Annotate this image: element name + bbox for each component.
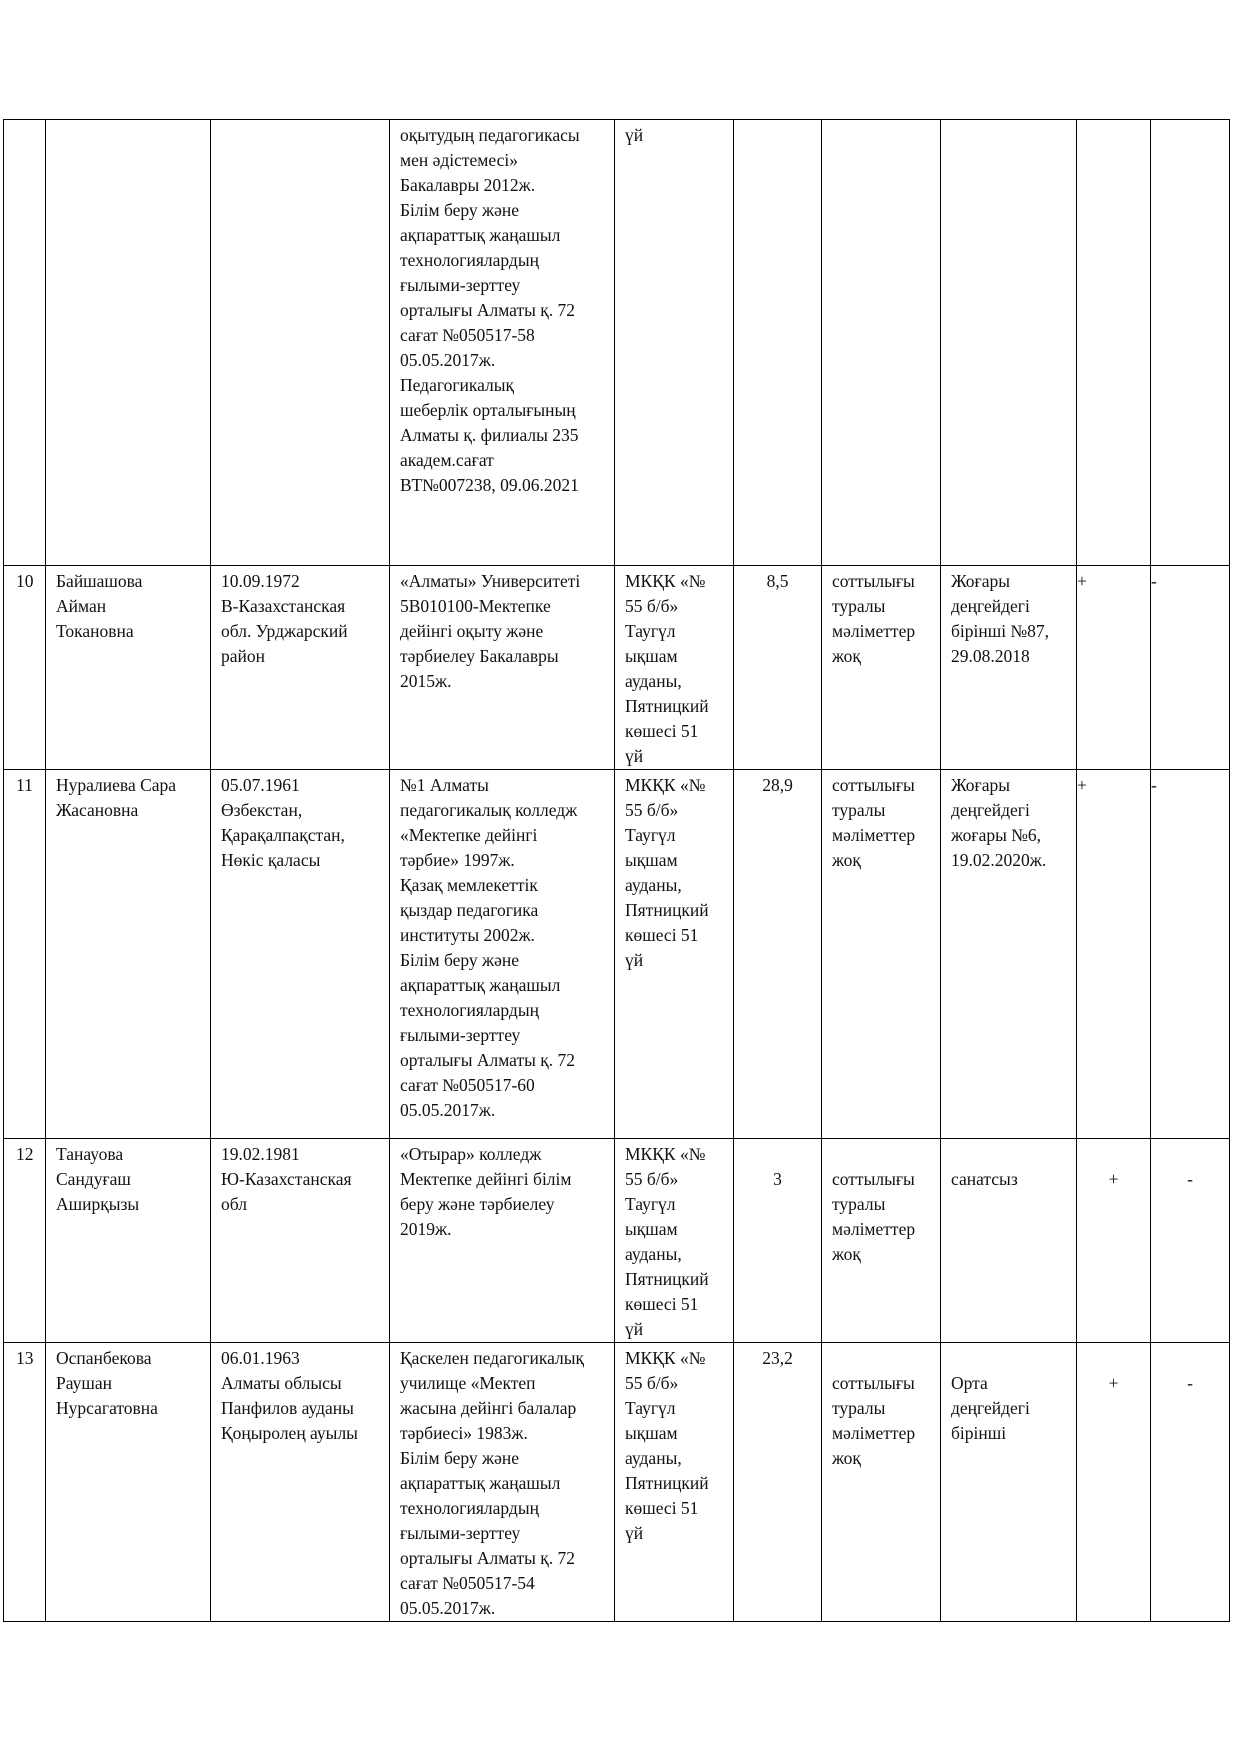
cell-line: орталығы Алматы қ. 72 [400,1548,576,1568]
education-cell [390,120,615,566]
minus-mark-cell: - [1151,1139,1230,1343]
cell-line: орталығы Алматы қ. 72 [400,1050,576,1070]
education-cell [390,566,615,770]
cell-line: үй [625,950,644,970]
cell-line: сағат №050517-58 [400,325,535,345]
cell-line: шеберлік орталығының [400,400,576,420]
education-cell [390,770,615,1139]
cell-line: мәліметтер [832,1423,916,1443]
cell-line: Педагогикалық [400,375,515,395]
cell-line: обл. Урджарский [221,621,348,641]
cell-line: Пятницкий [625,1473,709,1493]
cell-line: ғылыми-зерттеу [400,1523,521,1543]
cell-line: көшесі 51 [625,721,699,741]
cell-line: ақпараттық жаңашыл [400,975,561,995]
cell-line: 2015ж. [400,671,452,691]
birth-info-cell [211,770,390,1139]
cell-line: МКҚК «№ [625,1144,706,1164]
cell-line: мәліметтер [832,825,916,845]
category-cell [941,1343,1077,1622]
experience-cell: 28,9 [734,770,822,1139]
cell-line: технологиялардың [400,1000,539,1020]
workplace-cell [615,120,734,566]
cell-line: жасына дейінгі балалар [400,1398,577,1418]
cell-line: 19.02.1981 [221,1144,300,1164]
cell-line: академ.сағат [400,450,494,470]
cell-line: көшесі 51 [625,925,699,945]
cell-line: ауданы, [625,1448,682,1468]
cell-line: ықшам [625,1423,678,1443]
cell-line: Ю-Казахстанская [221,1169,352,1189]
cell-line: тәрбие» 1997ж. [400,850,515,870]
cell-line: ВТ№007238, 09.06.2021 [400,475,579,495]
cell-line: Пятницкий [625,900,709,920]
cell-line: 06.01.1963 [221,1348,300,1368]
cell-line: 05.07.1961 [221,775,300,795]
plus-mark-cell: + [1077,1139,1151,1343]
cell-line: технологиялардың [400,250,539,270]
plus-mark-cell: + [1077,566,1151,770]
table-row [4,1139,1230,1343]
cell-line: 05.05.2017ж. [400,1598,496,1618]
cell-line: Айман [56,596,107,616]
full-name-cell [46,1139,211,1343]
criminal-record-cell [822,1343,941,1622]
cell-line: үй [625,1523,644,1543]
minus-mark-cell: - [1151,566,1230,770]
cell-line: деңгейдегі [951,800,1030,820]
cell-line: МКҚК «№ [625,1348,706,1368]
cell-line: Байшашова [56,571,143,591]
cell-line: Қарақалпақстан, [221,825,345,845]
birth-info-cell [211,1139,390,1343]
category-cell [941,566,1077,770]
cell-line: Пятницкий [625,696,709,716]
cell-line: Нурсагатовна [56,1398,158,1418]
cell-line: 55 б/б» [625,1373,679,1393]
workplace-cell [615,1139,734,1343]
cell-line: беру және тәрбиелеу [400,1194,555,1214]
cell-line: МКҚК «№ [625,775,706,795]
cell-line: Қоңыролең ауылы [221,1423,358,1443]
cell-line: ақпараттық жаңашыл [400,225,561,245]
row-number-cell: 10 [4,566,46,770]
minus-mark-cell: - [1151,770,1230,1139]
cell-line: Раушан [56,1373,112,1393]
workplace-cell [615,1343,734,1622]
plus-mark-cell: + [1077,1343,1151,1622]
education-cell [390,1343,615,1622]
table-row [4,770,1230,1139]
cell-line: обл [221,1194,247,1214]
cell-line: қыздар педагогика [400,900,539,920]
birth-info-cell [211,120,390,566]
cell-line: мәліметтер [832,1219,916,1239]
table-row [4,1343,1230,1622]
cell-line: Аширқызы [56,1194,140,1214]
cell-line: соттылығы [832,1169,915,1189]
cell-line: мәліметтер [832,621,916,641]
cell-line: жоқ [832,646,861,666]
cell-line: туралы [832,596,886,616]
cell-line: туралы [832,1398,886,1418]
full-name-cell [46,566,211,770]
cell-line: Панфилов ауданы [221,1398,354,1418]
cell-line: сағат №050517-54 [400,1573,535,1593]
cell-line: район [221,646,265,666]
cell-line: Оспанбекова [56,1348,152,1368]
birth-info-cell [211,566,390,770]
cell-line: Жасановна [56,800,139,820]
criminal-record-cell [822,120,941,566]
staff-table [3,119,1230,1622]
cell-line: Жоғары [951,571,1010,591]
cell-line: ықшам [625,850,678,870]
experience-cell [734,120,822,566]
plus-mark-cell: + [1077,770,1151,1139]
cell-line: тәрбиесі» 1983ж. [400,1423,528,1443]
cell-line: Алматы қ. филиалы 235 [400,425,579,445]
cell-line: ықшам [625,646,678,666]
cell-line: Қаскелен педагогикалық [400,1348,585,1368]
cell-line: деңгейдегі [951,596,1030,616]
cell-line: Пятницкий [625,1269,709,1289]
cell-line: Бакалавры 2012ж. [400,175,536,195]
cell-line: «Мектепке дейінгі [400,825,538,845]
workplace-cell [615,566,734,770]
cell-line: 10.09.1972 [221,571,300,591]
cell-line: санатсыз [951,1169,1018,1189]
cell-line: «Отырар» колледж [400,1144,542,1164]
cell-line: ғылыми-зерттеу [400,275,521,295]
cell-line: 05.05.2017ж. [400,350,496,370]
workplace-cell [615,770,734,1139]
cell-line: жоқ [832,1244,861,1264]
cell-line: ықшам [625,1219,678,1239]
cell-line: Нөкіс қаласы [221,850,321,870]
cell-line: №1 Алматы [400,775,489,795]
cell-line: 19.02.2020ж. [951,850,1047,870]
cell-line: Токановна [56,621,134,641]
cell-line: Мектепке дейінгі білім [400,1169,572,1189]
cell-line: МКҚК «№ [625,571,706,591]
full-name-cell [46,120,211,566]
cell-line: бірінші №87, [951,621,1050,641]
cell-line: Алматы облысы [221,1373,342,1393]
cell-line: Білім беру және [400,200,520,220]
cell-line: 2019ж. [400,1219,452,1239]
cell-line: жоқ [832,1448,861,1468]
cell-line: жоқ [832,850,861,870]
cell-line: «Алматы» Университеті [400,571,581,591]
row-number-cell: 13 [4,1343,46,1622]
category-cell [941,770,1077,1139]
cell-line: соттылығы [832,1373,915,1393]
full-name-cell [46,770,211,1139]
cell-line: Таугүл [625,621,676,641]
cell-line: ауданы, [625,671,682,691]
cell-line: туралы [832,1194,886,1214]
criminal-record-cell [822,1139,941,1343]
cell-line: Жоғары [951,775,1010,795]
birth-info-cell [211,1343,390,1622]
cell-line: соттылығы [832,571,915,591]
cell-line: ауданы, [625,1244,682,1264]
cell-line: үй [625,125,644,145]
cell-line: бірінші [951,1423,1007,1443]
full-name-cell [46,1343,211,1622]
cell-line: Сандуғаш [56,1169,131,1189]
plus-mark-cell [1077,120,1151,566]
cell-line: 55 б/б» [625,800,679,820]
cell-line: Білім беру және [400,950,520,970]
cell-line: Орта [951,1373,988,1393]
cell-line: көшесі 51 [625,1294,699,1314]
row-number-cell [4,120,46,566]
cell-line: ауданы, [625,875,682,895]
cell-line: дейінгі оқыту және [400,621,544,641]
cell-line: Нуралиева Сара [56,775,177,795]
cell-line: училище «Мектеп [400,1373,536,1393]
cell-line: соттылығы [832,775,915,795]
cell-line: оқытудың педагогикасы [400,125,580,145]
cell-line: туралы [832,800,886,820]
cell-line: Өзбекстан, [221,800,303,820]
cell-line: 55 б/б» [625,1169,679,1189]
minus-mark-cell [1151,120,1230,566]
cell-line: үй [625,746,644,766]
cell-line: мен әдістемесі» [400,150,518,170]
cell-line: 05.05.2017ж. [400,1100,496,1120]
cell-line: Білім беру және [400,1448,520,1468]
cell-line: Таугүл [625,825,676,845]
row-number-cell: 11 [4,770,46,1139]
experience-cell: 3 [734,1139,822,1343]
cell-line: көшесі 51 [625,1498,699,1518]
cell-line: сағат №050517-60 [400,1075,535,1095]
category-cell [941,1139,1077,1343]
cell-line: педагогикалық колледж [400,800,578,820]
cell-line: тәрбиелеу Бакалавры [400,646,559,666]
cell-line: Қазақ мемлекеттік [400,875,538,895]
cell-line: В-Казахстанская [221,596,346,616]
criminal-record-cell [822,566,941,770]
cell-line: деңгейдегі [951,1398,1030,1418]
experience-cell: 23,2 [734,1343,822,1622]
cell-line: 29.08.2018 [951,646,1030,666]
row-number-cell: 12 [4,1139,46,1343]
table-row [4,120,1230,566]
cell-line: 55 б/б» [625,596,679,616]
cell-line: орталығы Алматы қ. 72 [400,300,576,320]
cell-line: 5В010100-Мектепке [400,596,551,616]
category-cell [941,120,1077,566]
cell-line: технологиялардың [400,1498,539,1518]
criminal-record-cell [822,770,941,1139]
cell-line: ғылыми-зерттеу [400,1025,521,1045]
table-row [4,566,1230,770]
education-cell [390,1139,615,1343]
cell-line: Танауова [56,1144,124,1164]
minus-mark-cell: - [1151,1343,1230,1622]
cell-line: Таугүл [625,1194,676,1214]
experience-cell: 8,5 [734,566,822,770]
cell-line: жоғары №6, [951,825,1042,845]
cell-line: үй [625,1319,644,1339]
cell-line: ақпараттық жаңашыл [400,1473,561,1493]
cell-line: Таугүл [625,1398,676,1418]
cell-line: институты 2002ж. [400,925,535,945]
